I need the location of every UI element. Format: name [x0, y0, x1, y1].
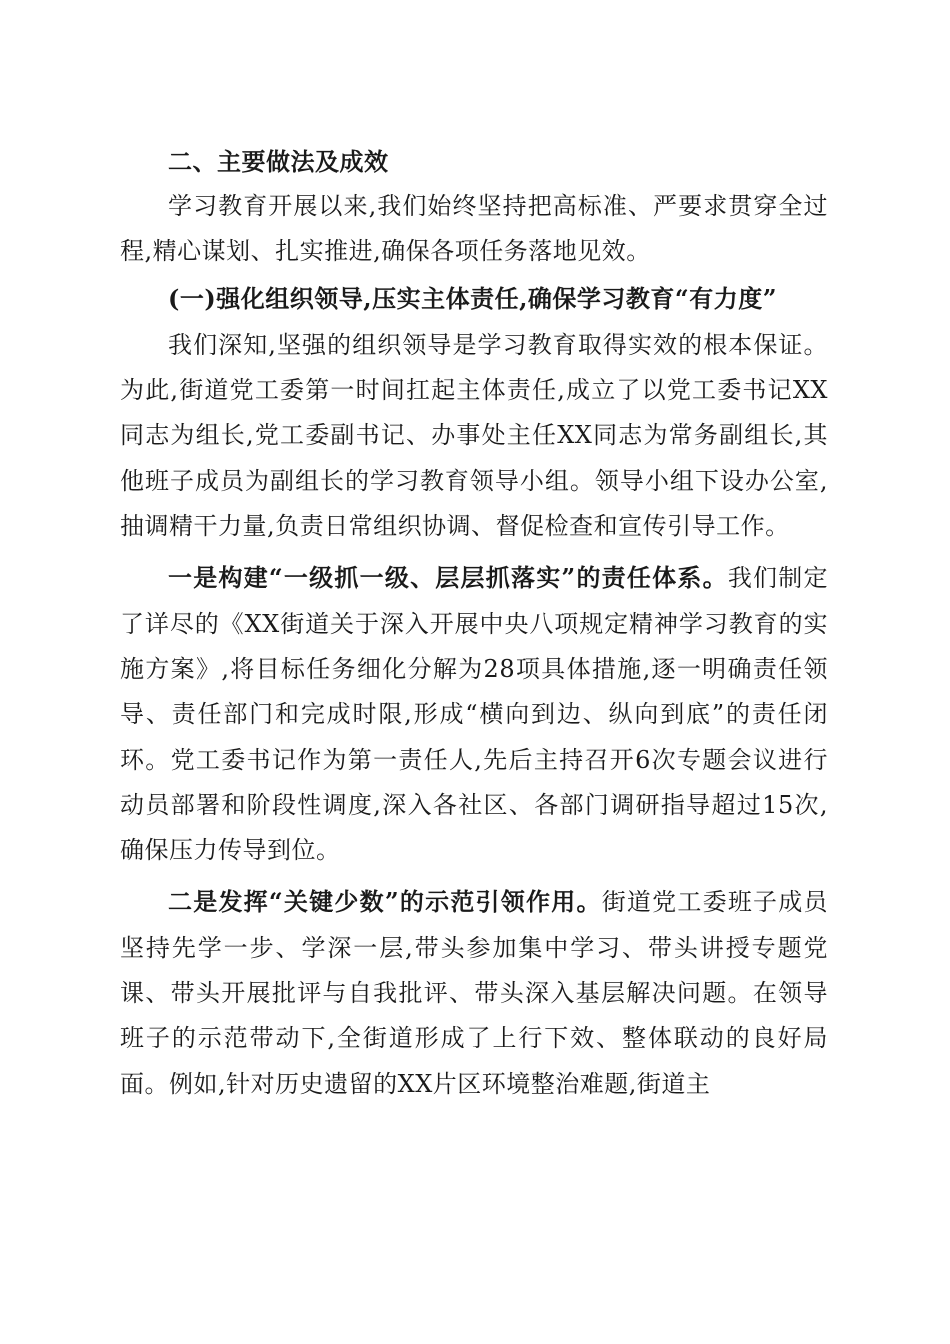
point-one-paragraph: [120, 555, 828, 873]
leadership-paragraph: 我们深知,坚强的组织领导是学习教育取得实效的根本保证。为此,街道党工委第一时间扛起主体责任,成立了以党工委书记XX同志为组长,党工委副书记、办事处主任XX同志为常务副组长,其他班子成员为副组长的学习教育领导小组。领导小组下设办公室,抽调精干力量,负责日常组织协调、督促检查和宣传引导工作。: [120, 330, 828, 541]
document-body: [120, 140, 828, 1107]
point-one-lead: 一是构建“一级抓一级、层层抓落实”的责任体系。: [168, 563, 728, 593]
point-two-lead: 二是发挥“关键少数”的示范引领作用。: [168, 887, 602, 917]
point-two-body: 街道党工委班子成员坚持先学一步、学深一层,带头参加集中学习、带头讲授专题党课、带头开展批评与自我批评、带头深入基层解决问题。在领导班子的示范带动下,全街道形成了上行下效、整体联动的良好局面。例如,针对历史遗留的XX片区环境整治难题,街道主: [120, 888, 828, 1098]
subsection-title: (一)强化组织领导,压实主体责任,确保学习教育“有力度”: [168, 283, 778, 313]
section-heading: 二、主要做法及成效: [168, 148, 389, 176]
intro-paragraph: 学习教育开展以来,我们始终坚持把高标准、严要求贯穿全过程,精心谋划、扎实推进,确保各项任务落地见效。: [120, 192, 828, 266]
point-one-body: 我们制定了详尽的《XX街道关于深入开展中央八项规定精神学习教育的实施方案》,将目标任务细化分解为28项具体措施,逐一明确责任领导、责任部门和完成时限,形成“横向到边、纵向到底”的责任闭环。党工委书记作为第一责任人,先后主持召开6次专题会议进行动员部署和阶段性调度,深入各社区、各部门调研指导超过15次,确保压力传导到位。: [120, 564, 829, 865]
point-two-paragraph: [120, 879, 828, 1106]
